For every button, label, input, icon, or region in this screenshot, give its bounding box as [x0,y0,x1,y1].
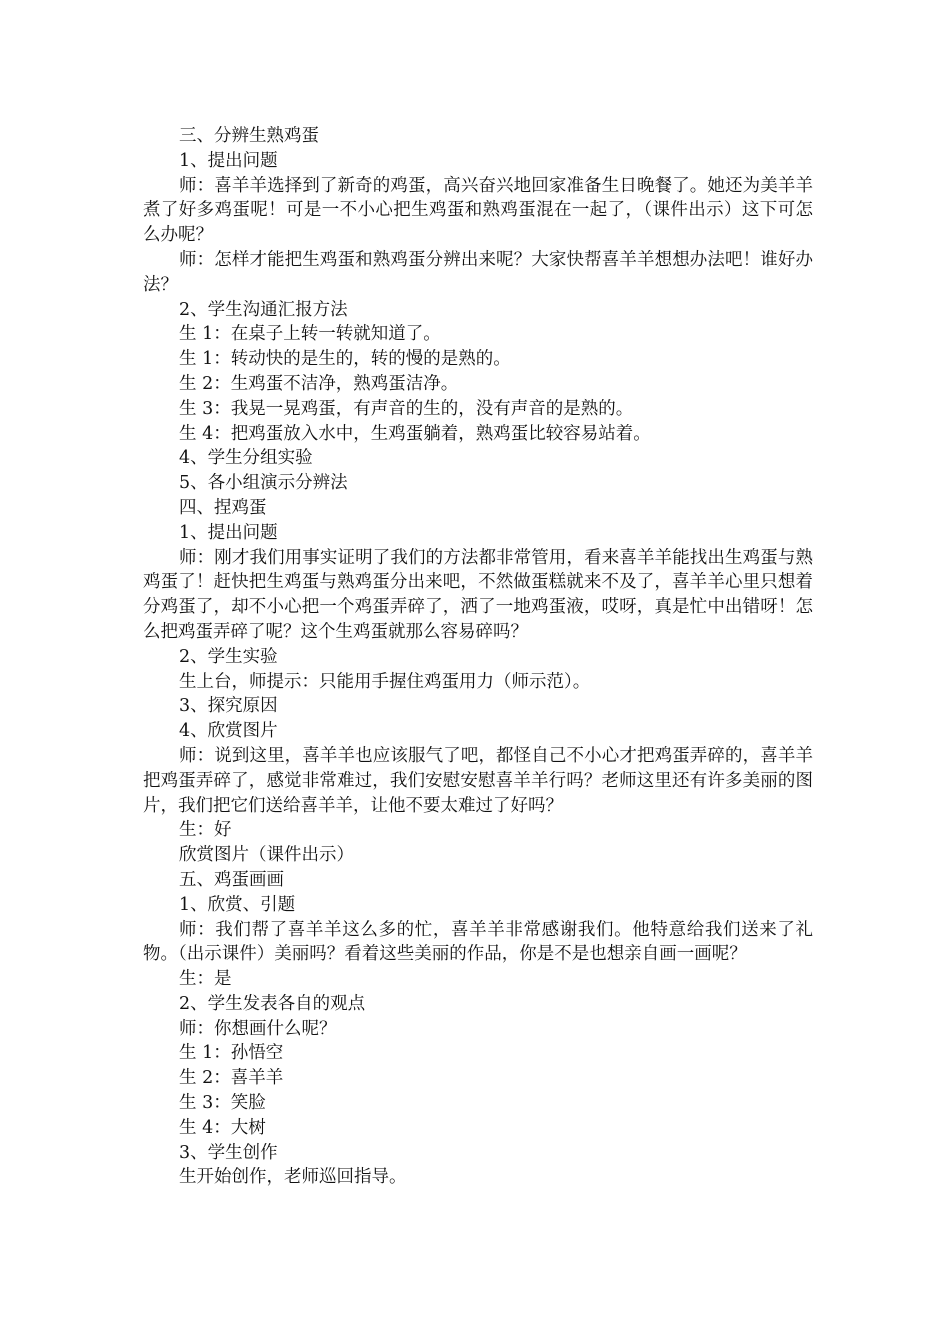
paragraph: 师：喜羊羊选择到了新奇的鸡蛋，高兴奋兴地回家准备生日晚餐了。她还为美羊羊煮了好多鸡蛋呢！可是一不小心把生鸡蛋和熟鸡蛋混在一起了，（课件出示）这下可怎么办呢？ [143,175,813,246]
paragraph: 师：怎样才能把生鸡蛋和熟鸡蛋分辨出来呢？大家快帮喜羊羊想想办法吧！谁好办法？ [143,249,813,295]
paragraph: 生 2：生鸡蛋不洁净，熟鸡蛋洁净。 [179,373,459,394]
paragraph: 生 1：孙悟空 [179,1043,284,1064]
subheading: 2、学生发表各自的观点 [179,993,366,1014]
paragraph: 生：是 [179,969,232,990]
paragraph: 师：我们帮了喜羊羊这么多的忙，喜羊羊非常感谢我们。他特意给我们送来了礼物。（出示课件）美丽吗？看着这些美丽的作品，你是不是也想亲自画一画呢？ [143,919,813,965]
paragraph: 生 4：把鸡蛋放入水中，生鸡蛋躺着，熟鸡蛋比较容易站着。 [179,423,651,444]
paragraph: 生 4：大树 [179,1117,266,1138]
subheading: 4、学生分组实验 [179,448,313,469]
subheading: 2、学生沟通汇报方法 [179,299,348,320]
paragraph: 生上台，师提示：只能用手握住鸡蛋用力（师示范）。 [179,671,591,692]
paragraph: 师：说到这里，喜羊羊也应该服气了吧，都怪自己不小心才把鸡蛋弄碎的，喜羊羊把鸡蛋弄碎了，感觉非常难过，我们安慰安慰喜羊羊行吗？老师这里还有许多美丽的图片，我们把它们送给喜羊羊，让他不要太难过了好吗？ [143,745,813,816]
subheading: 5、各小组演示分辨法 [179,473,348,494]
subheading: 3、探究原因 [179,696,278,717]
paragraph: 生开始创作，老师巡回指导。 [179,1167,407,1188]
subheading: 4、欣赏图片 [179,721,278,742]
subheading: 1、提出问题 [179,150,278,171]
section-heading: 五、鸡蛋画画 [179,869,284,890]
paragraph: 生 3：我晃一晃鸡蛋，有声音的生的，没有声音的是熟的。 [179,398,634,419]
subheading: 2、学生实验 [179,646,278,667]
subheading: 3、学生创作 [179,1142,278,1163]
section-heading: 四、捏鸡蛋 [179,497,267,518]
paragraph: 欣赏图片（课件出示） [179,845,354,866]
paragraph: 生 3：笑脸 [179,1093,266,1114]
paragraph: 生 1：转动快的是生的，转的慢的是熟的。 [179,349,511,370]
document-body [143,124,813,1190]
paragraph: 师：你想画什么呢？ [179,1018,337,1039]
paragraph: 师：刚才我们用事实证明了我们的方法都非常管用，看来喜羊羊能找出生鸡蛋与熟鸡蛋了！赶快把生鸡蛋与熟鸡蛋分出来吧，不然做蛋糕就来不及了，喜羊羊心里只想着分鸡蛋了，却不小心把一个鸡蛋弄碎了，洒了一地鸡蛋液，哎呀，真是忙中出错呀！怎么把鸡蛋弄碎了呢？这个生鸡蛋就那么容易碎吗？ [143,547,813,642]
subheading: 1、提出问题 [179,522,278,543]
section-heading: 三、分辨生熟鸡蛋 [179,126,319,146]
paragraph: 生 1：在桌子上转一转就知道了。 [179,324,441,345]
paragraph: 生 2：喜羊羊 [179,1068,284,1089]
paragraph: 生：好 [179,820,232,841]
subheading: 1、欣赏、引题 [179,894,296,915]
